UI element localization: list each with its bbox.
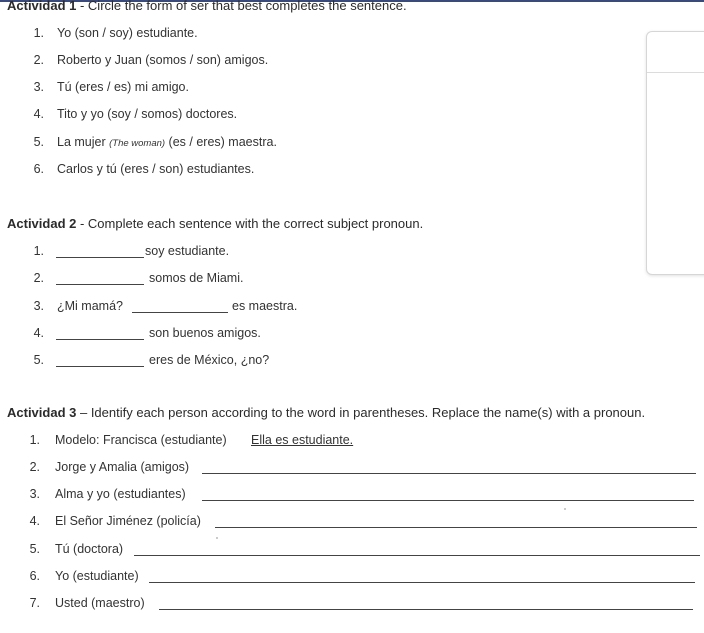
answer-line[interactable] bbox=[149, 582, 695, 583]
item-number: 5. bbox=[33, 353, 44, 367]
item-number: 3. bbox=[29, 487, 40, 501]
item-text: Usted (maestro) bbox=[55, 596, 145, 610]
item-text: El Señor Jiménez (policía) bbox=[55, 514, 201, 528]
item-text: Tú (doctora) bbox=[55, 542, 124, 556]
item-number: 5. bbox=[33, 135, 44, 149]
item-number: 7. bbox=[29, 596, 40, 610]
item-text: Yo (son / soy) estudiante. bbox=[57, 26, 198, 40]
item-text: Jorge y Amalia (amigos) bbox=[55, 460, 190, 474]
item-prefix: ¿Mi mamá? bbox=[57, 299, 123, 313]
activity-1-instructions: - Circle the form of ser that best completes the sentence. bbox=[76, 0, 407, 13]
item-text: Carlos y tú (eres / son) estudiantes. bbox=[57, 162, 255, 176]
item-text: Alma y yo (estudiantes) bbox=[55, 487, 186, 501]
item-number: 4. bbox=[29, 514, 40, 528]
scan-speck bbox=[564, 508, 566, 510]
answer-blank[interactable] bbox=[56, 257, 144, 258]
item-text: soy estudiante. bbox=[145, 244, 230, 258]
item-text: Yo (estudiante) bbox=[55, 569, 139, 583]
activity-3-heading bbox=[7, 405, 645, 420]
item-text bbox=[57, 135, 277, 149]
item-text: Modelo: Francisca (estudiante) bbox=[55, 433, 227, 447]
model-answer: Ella es estudiante. bbox=[251, 433, 354, 447]
answer-line[interactable] bbox=[134, 555, 700, 556]
answer-line[interactable] bbox=[215, 527, 697, 528]
item-number: 4. bbox=[33, 326, 44, 340]
item-number: 3. bbox=[33, 80, 44, 94]
activity-2-instructions: - Complete each sentence with the correct subject pronoun. bbox=[76, 216, 424, 231]
answer-blank[interactable] bbox=[56, 284, 144, 285]
item-number: 2. bbox=[29, 460, 40, 474]
item-number: 2. bbox=[33, 271, 44, 285]
item-number: 1. bbox=[29, 433, 40, 447]
activity-2-title: Actividad 2 bbox=[7, 216, 77, 231]
activity-3-instructions: – Identify each person according to the word in parentheses. Replace the name(s) with a pronoun. bbox=[76, 405, 646, 420]
item-number: 6. bbox=[29, 569, 40, 583]
panel-divider bbox=[647, 72, 704, 73]
item-text-part: (es / eres) maestra. bbox=[165, 135, 277, 149]
item-number: 1. bbox=[33, 26, 44, 40]
item-text-part: La mujer bbox=[57, 135, 110, 149]
scan-speck bbox=[216, 537, 218, 539]
item-number: 1. bbox=[33, 244, 44, 258]
item-text: Tú (eres / es) mi amigo. bbox=[57, 80, 189, 94]
answer-line[interactable] bbox=[202, 500, 694, 501]
activity-1-heading bbox=[7, 0, 407, 13]
item-text: es maestra. bbox=[232, 299, 298, 313]
item-text: Tito y yo (soy / somos) doctores. bbox=[57, 107, 238, 121]
activity-2-heading bbox=[7, 216, 423, 231]
answer-line[interactable] bbox=[202, 473, 696, 474]
translation-note: (The woman) bbox=[109, 138, 166, 149]
item-text: Roberto y Juan (somos / son) amigos. bbox=[57, 53, 269, 67]
item-number: 2. bbox=[33, 53, 44, 67]
item-text: son buenos amigos. bbox=[149, 326, 261, 340]
side-panel[interactable] bbox=[646, 31, 704, 275]
answer-blank[interactable] bbox=[132, 312, 228, 313]
item-text: somos de Miami. bbox=[149, 271, 244, 285]
activity-1-title: Actividad 1 bbox=[7, 0, 77, 13]
item-number: 6. bbox=[33, 162, 44, 176]
answer-blank[interactable] bbox=[56, 339, 144, 340]
activity-3-title: Actividad 3 bbox=[7, 405, 77, 420]
item-number: 3. bbox=[33, 299, 44, 313]
answer-blank[interactable] bbox=[56, 366, 144, 367]
item-text: eres de México, ¿no? bbox=[149, 353, 270, 367]
item-number: 5. bbox=[29, 542, 40, 556]
answer-line[interactable] bbox=[159, 609, 693, 610]
item-number: 4. bbox=[33, 107, 44, 121]
